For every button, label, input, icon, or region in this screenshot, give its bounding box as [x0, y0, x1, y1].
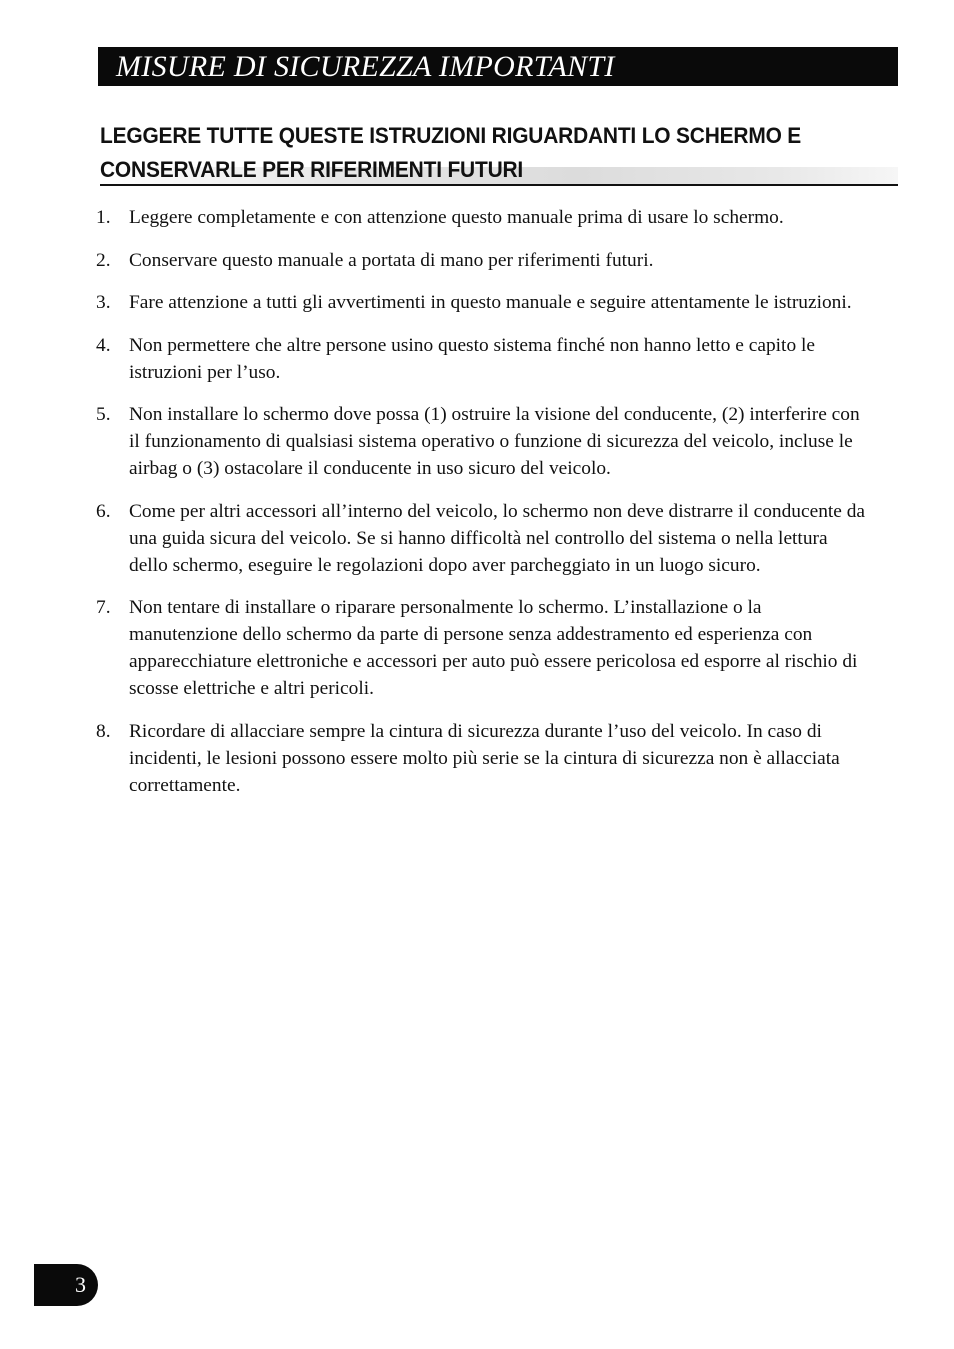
page-title: MISURE DI SICUREZZA IMPORTANTI [116, 49, 615, 83]
list-item-number: 1. [96, 207, 111, 228]
list-item [96, 247, 871, 274]
list-item-text: Fare attenzione a tutti gli avvertimenti in questo manuale e seguire attentamente le istruzioni. [129, 292, 852, 313]
list-item-text: Non tentare di installare o riparare personalmente lo schermo. L’installazione o la manutenzione dello schermo da parte di persone senza addestramento ed esperienza con apparecchiature elettroniche e accessori per auto può essere pericolosa ed esporre al rischio di scosse elettriche e altri pericoli. [129, 597, 858, 699]
list-item-text: Non installare lo schermo dove possa (1) ostruire la visione del conducente, (2) interferire con il funzionamento di qualsiasi sistema operativo o funzione di sicurezza del veicolo, incluse le airbag o (3) ostacolare il conducente in uso sicuro del veicolo. [129, 404, 860, 479]
list-item-number: 7. [96, 597, 111, 618]
list-item-text: Leggere completamente e con attenzione questo manuale prima di usare lo schermo. [129, 207, 784, 228]
list-item-text: Come per altri accessori all’interno del veicolo, lo schermo non deve distrarre il conducente da una guida sicura del veicolo. Se si hanno difficoltà nel controllo del sistema o nella lettura dello schermo, eseguire le regolazioni dopo aver parcheggiato in un luogo sicuro. [129, 500, 866, 576]
list-item-number: 8. [96, 720, 111, 742]
section-heading [100, 119, 835, 187]
section-heading-line-1: LEGGERE TUTTE QUESTE ISTRUZIONI RIGUARDANTI LO SCHERMO E [100, 123, 802, 148]
list-item [96, 498, 871, 579]
list-item [96, 718, 871, 799]
list-item-number: 5. [96, 404, 111, 425]
page-number-tab [34, 1264, 98, 1306]
list-item [96, 594, 871, 702]
instruction-list [96, 204, 871, 814]
section-heading-line-2: CONSERVARLE PER RIFERIMENTI FUTURI [100, 157, 524, 182]
list-item-number: 6. [96, 500, 111, 522]
list-item [96, 289, 871, 316]
list-item-text: Non permettere che altre persone usino questo sistema finché non hanno letto e capito le istruzioni per l’uso. [129, 334, 815, 383]
list-item [96, 204, 871, 231]
list-item [96, 332, 871, 386]
list-item-text: Ricordare di allacciare sempre la cintura di sicurezza durante l’uso del veicolo. In caso di incidenti, le lesioni possono essere molto più serie se la cintura di sicurezza non è allacciata correttamente. [129, 720, 840, 796]
list-item-text: Conservare questo manuale a portata di mano per riferimenti futuri. [129, 249, 654, 271]
list-item-number: 3. [96, 292, 111, 313]
heading-rule [100, 184, 898, 186]
page-number: 3 [75, 1272, 86, 1297]
list-item-number: 2. [96, 249, 111, 271]
page-title-bar [98, 47, 898, 86]
list-item [96, 401, 871, 482]
list-item-number: 4. [96, 334, 111, 356]
